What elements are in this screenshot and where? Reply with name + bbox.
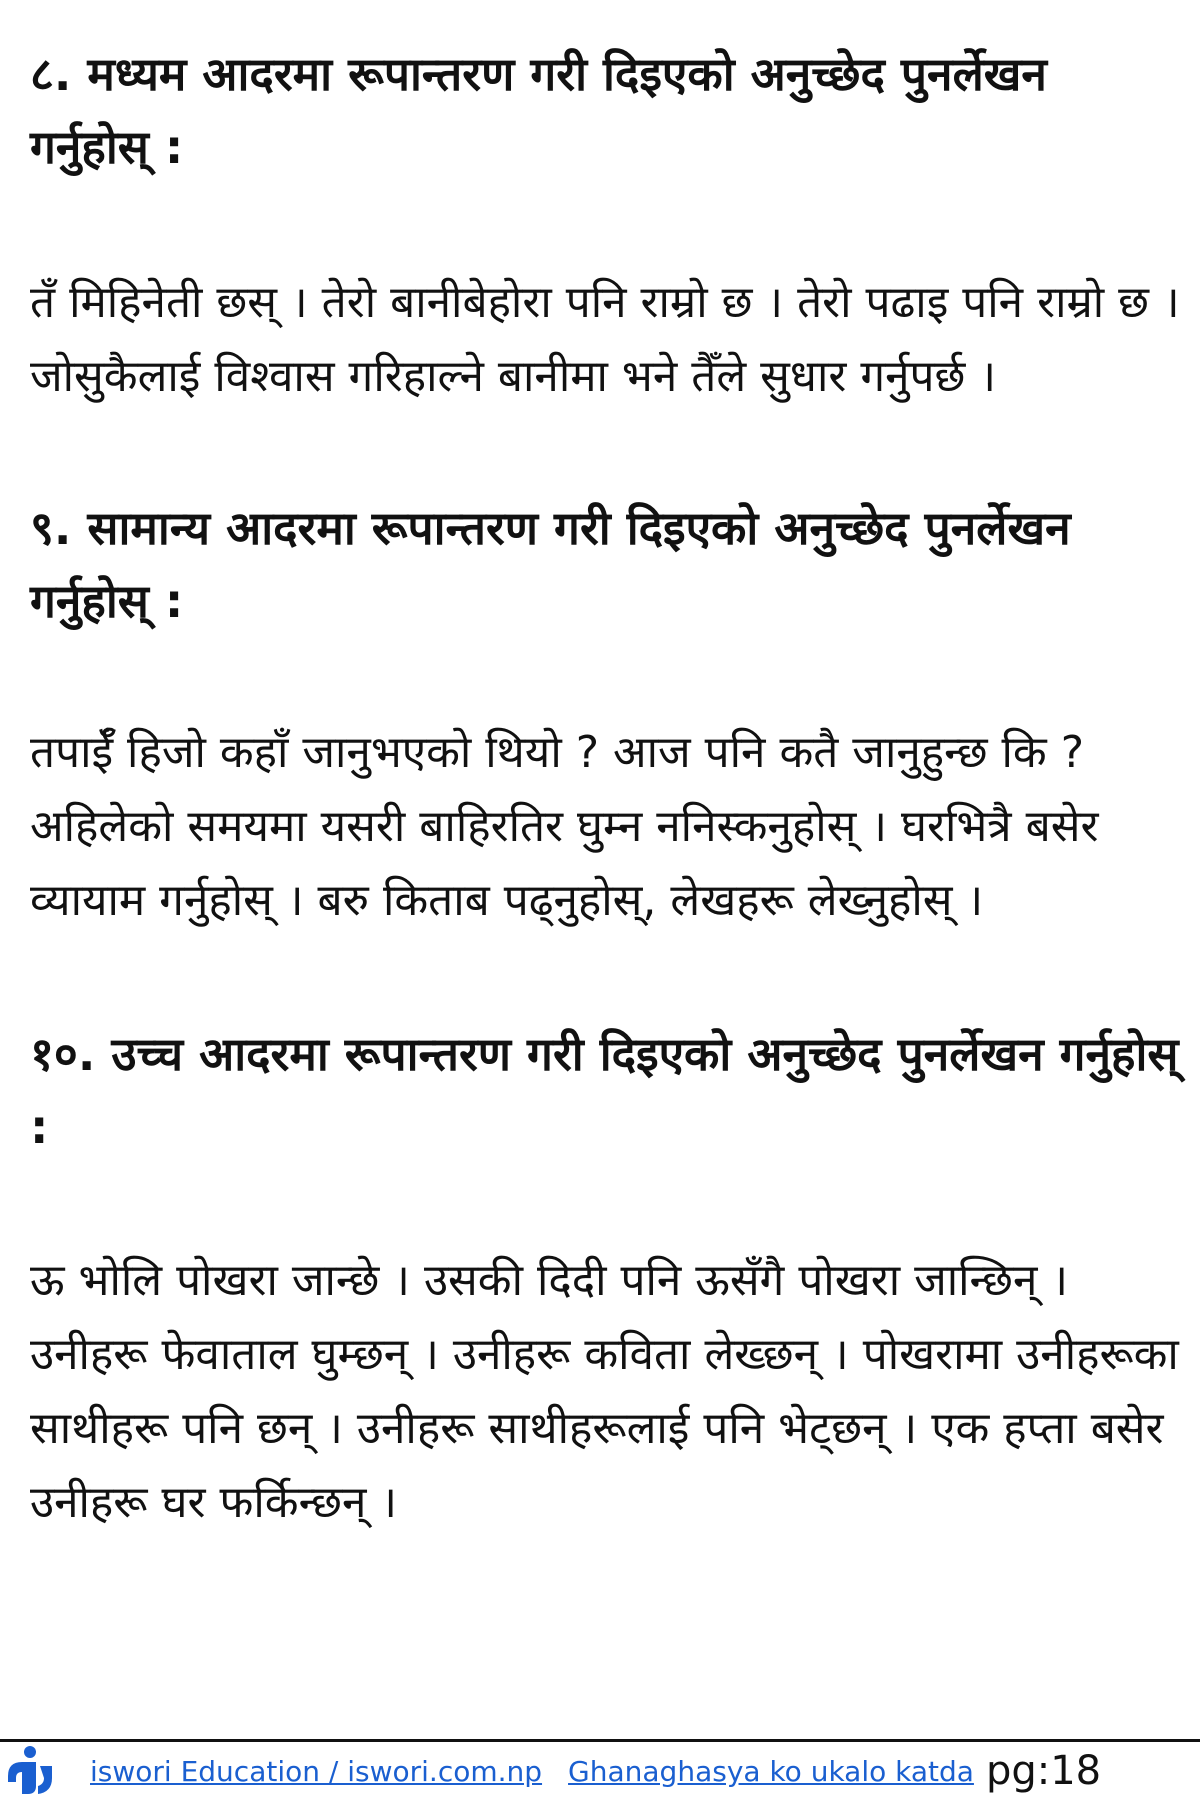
iswori-logo-icon	[0, 1742, 62, 1800]
page-number: pg:18	[985, 1748, 1102, 1794]
exercise-10	[30, 1018, 1180, 1540]
iswori-website-link[interactable]: iswori Education / iswori.com.np	[90, 1754, 543, 1788]
exercise-9	[30, 492, 1180, 938]
exercise-10-heading: १०. उच्च आदरमा रूपान्तरण गरी दिइएको अनुच्छेद पुनर्लेखन गर्नुहोस् :	[30, 1027, 1179, 1154]
exercise-8	[30, 38, 1180, 414]
exercise-9-heading: ९. सामान्य आदरमा रूपान्तरण गरी दिइएको अनुच्छेद पुनर्लेखन गर्नुहोस् :	[30, 501, 1071, 628]
exercise-8-paragraph: तँ मिहिनेती छस् । तेरो बानीबेहोरा पनि राम्रो छ । तेरो पढाइ पनि राम्रो छ । जोसुकैलाई विश्वास गरिहाल्ने बानीमा भने तैँले सुधार गर्नुपर्छ ।	[30, 277, 1180, 402]
page-footer	[0, 1742, 1200, 1800]
ghanaghasya-link[interactable]: Ghanaghasya ko ukalo katda	[568, 1754, 974, 1788]
exercise-10-paragraph: ऊ भोलि पोखरा जान्छे । उसकी दिदी पनि ऊसँगै पोखरा जान्छिन् । उनीहरू फेवाताल घुम्छन् । उनीहरू कविता लेख्छन् । पोखरामा उनीहरूका साथीहरू पनि छन् । उनीहरू साथीहरूलाई पनि भेट्छन् । एक हप्ता बसेर उनीहरू घर फर्किन्छन् ।	[30, 1255, 1179, 1528]
exercise-8-heading: ८. मध्यम आदरमा रूपान्तरण गरी दिइएको अनुच्छेद पुनर्लेखन गर्नुहोस् :	[30, 47, 1047, 174]
exercise-9-paragraph: तपाईँ हिजो कहाँ जानुभएको थियो ? आज पनि कतै जानुहुन्छ कि ? अहिलेको समयमा यसरी बाहिरतिर घुम्न ननिस्कनुहोस् । घरभित्रै बसेर व्यायाम गर्नुहोस् । बरु किताब पढ्नुहोस्, लेखहरू लेख्नुहोस् ।	[30, 727, 1099, 926]
